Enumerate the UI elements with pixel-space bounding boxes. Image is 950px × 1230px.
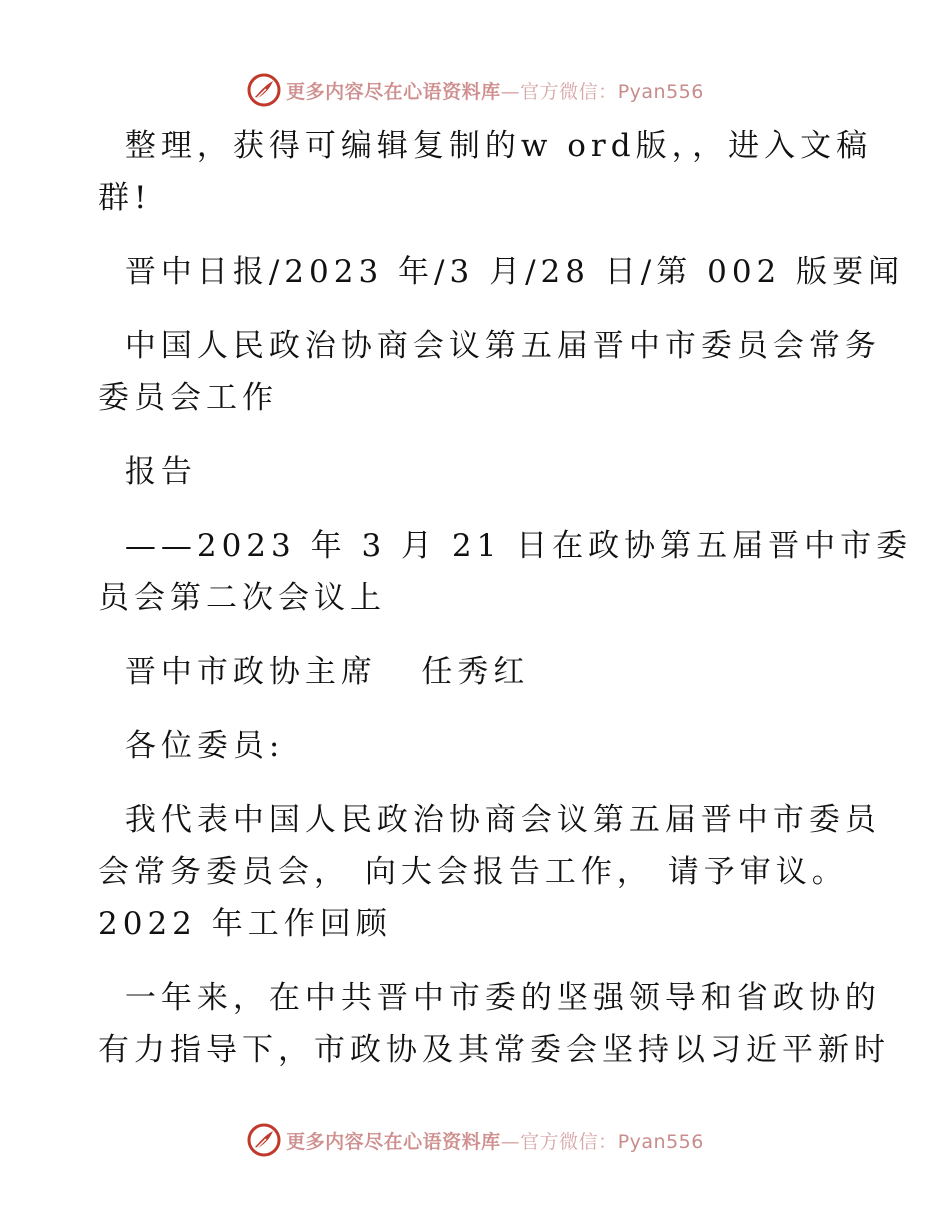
text-line-2: 群! (98, 180, 152, 216)
document-body (98, 120, 913, 1076)
text-line-11: 我代表中国人民政治协商会议第五届晋中市委员 (110, 802, 881, 838)
text-line-9: 晋中市政协主席 任秀红 (110, 654, 530, 690)
watermark-label: 官方微信： (520, 1130, 618, 1153)
quill-logo-icon (246, 1122, 282, 1158)
text-line-1: 整理，获得可编辑复制的w ord版，，进入文稿 (110, 128, 873, 164)
text-line-10: 各位委员: (110, 728, 285, 764)
text-line-13: 2022 年工作回顾 (98, 906, 392, 942)
watermark-handle: Pyan556 (617, 1130, 704, 1153)
text-line-3: 晋中日报/2023 年/3 月/28 日/第 002 版要闻 (110, 254, 905, 290)
text-line-15: 有力指导下，市政协及其常委会坚持以习近平新时 (98, 1032, 890, 1068)
text-line-12: 会常务委员会， 向大会报告工作， 请予审议。 (98, 854, 848, 890)
text-line-14: 一年来，在中共晋中市委的坚强领导和省政协的 (110, 980, 881, 1016)
watermark-label: 官方微信： (520, 80, 618, 103)
text-line-6: 报告 (110, 454, 197, 490)
watermark-brand: 更多内容尽在心语资料库 (286, 80, 501, 103)
watermark-separator: — (500, 1130, 521, 1153)
text-line-8: 员会第二次会议上 (98, 580, 386, 616)
watermark-brand: 更多内容尽在心语资料库 (286, 1130, 501, 1153)
text-line-4: 中国人民政治协商会议第五届晋中市委员会常务 (110, 328, 881, 364)
watermark-handle: Pyan556 (617, 80, 704, 103)
footer-watermark (0, 1120, 950, 1160)
quill-logo-icon (246, 72, 282, 108)
text-line-7: ——2023 年 3 月 21 日在政协第五届晋中市委 (110, 528, 913, 564)
header-watermark (0, 70, 950, 110)
text-line-5: 委员会工作 (98, 380, 278, 416)
watermark-separator: — (500, 80, 521, 103)
